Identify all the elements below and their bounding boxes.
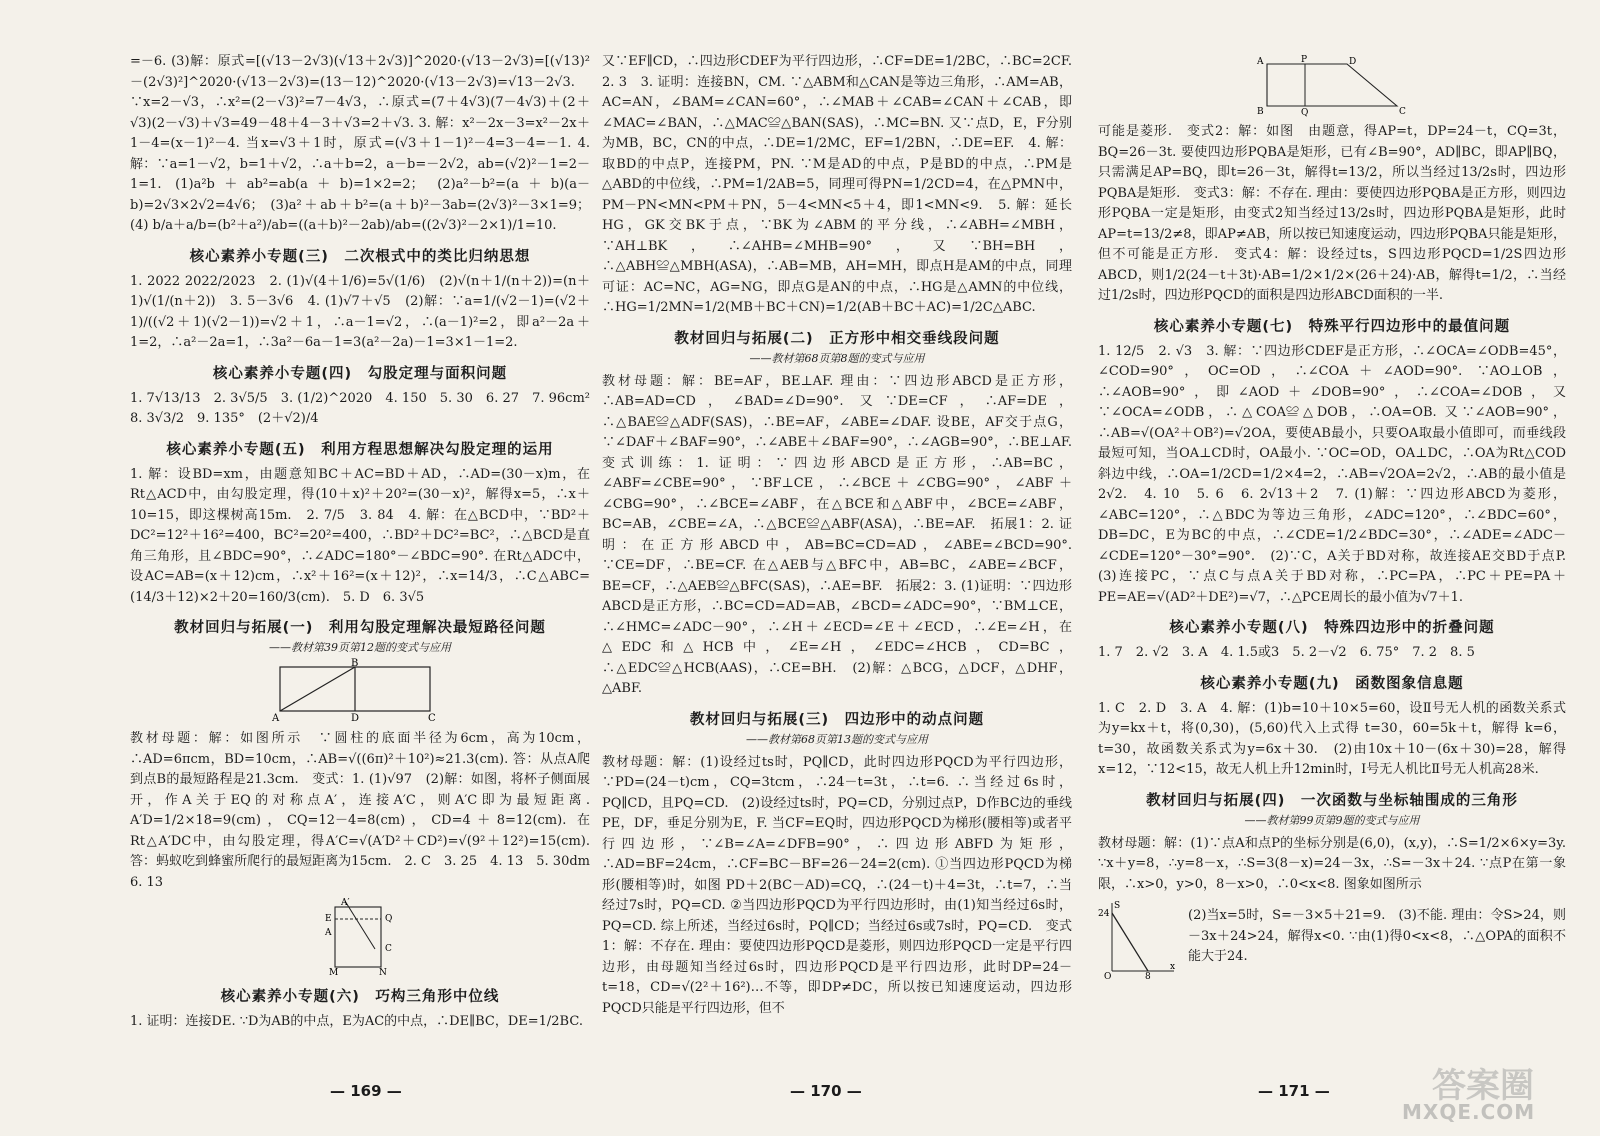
svg-text:D: D: [1349, 57, 1357, 67]
label-d: D: [351, 713, 360, 724]
svg-text:M: M: [329, 968, 339, 978]
svg-text:Q: Q: [1301, 108, 1309, 118]
svg-text:O: O: [1104, 972, 1112, 982]
section-heading: 核心素养小专题(九) 函数图象信息题: [1200, 675, 1464, 692]
answer-text: 1. 解：设BD=xm，由题意知BC＋AC=BD＋AD，∴AD=(30－x)m，在Rt△ACD中，由勾股定理，得(10＋x)²＋20²=(30－x)²，解得x=5，∴x＋10=15，即这棵树高15m. 2. 7/5 3. 84 4. 解：在△BCD中，∵BD²＋DC²=12²＋16²=400，BC²=20²=400，∴BD²＋DC²=BC²，∴△BCD是直角三角形，且∠BDC=90°，∴∠ADC=180°－∠BDC=90°. 在Rt△ADC中，设AC=AB=(x＋12)cm，∴x²＋16²=(x＋12)²，∴x=14/3，∴C△ABC=(14/3＋12)×2＋20=160/3(cm). 5. D 6. 3√5: [130, 466, 590, 605]
section-heading: 核心素养小专题(四) 勾股定理与面积问题: [212, 365, 508, 382]
svg-text:C: C: [385, 944, 392, 954]
cup-unfold-diagram: [315, 897, 405, 977]
watermark: [1392, 1056, 1592, 1126]
answer-text: 1. 12/5 2. √3 3. 解：∵四边形CDEF是正方形，∴∠OCA=∠ODB=45°，∠COD=90°，OC=OD，∴∠COA＋∠AOD=90°. ∵AO⊥OB，∴∠AOB=90°，即∠AOD＋∠DOB=90°，∴∠COA=∠DOB，又∵∠OCA=∠ODB，∴△COA≌△DOB，∴OA=OB. 又∵∠AOB=90°，∴AB=√(OA²＋OB²)=√2OA，要使AB最小，只要OA取最小值即可，而垂线段最短可知，当OA⊥CD时，OA最小. ∵OC=OD，OA⊥DC，∴OA为Rt△COD斜边中线，∴OA=1/2CD=1/2×4=2，∴AB=√2OA=2√2，∴AB的最小值是2√2. 4. 10 5. 6 6. 2√13＋2 7. (1)解：∵四边形ABCD为菱形，∠ABC=120°，∴△BDC为等边三角形，∠ADC=120°，∴∠BDC=60°，DB=DC，E为BC的中点，∴∠CDE=1/2∠BDC=30°，∴∠ADE=∠ADC－∠CDE=120°－30°=90°. (2)∵C，A关于BD对称，故连接AE交BD于点P. (3)连接PC，∵点C与点A关于BD对称，∴PC=PA，∴PC＋PE=PA＋PE=AE=√(AD²＋DE²)=√7，∴△PCE周长的最小值为√7＋1.: [1098, 343, 1580, 605]
svg-text:E: E: [325, 914, 332, 924]
section-subtitle: ——教材第39页第12题的变式与应用: [269, 641, 451, 654]
graph-row: [1098, 899, 1566, 982]
section-heading: 教材回归与拓展(三) 四边形中的动点问题: [689, 711, 985, 728]
watermark-logo: 答案圈: [1432, 1066, 1534, 1106]
trapezoid-diagram: [1247, 56, 1417, 116]
section-subtitle: ——教材第68页第8题的变式与应用: [749, 351, 925, 365]
page-169-column: [130, 52, 604, 1062]
section-heading: 教材回归与拓展(一) 利用勾股定理解决最短路径问题: [174, 620, 546, 636]
svg-text:P: P: [1301, 55, 1308, 65]
answer-text: (2)当x=5时，S=－3×5＋21=9. (3)不能. 理由：令S>24，则－3x＋24>24，解得x<0. ∵由(1)得0<x<8，∴△OPA的面积不能大于24.: [1188, 908, 1566, 965]
label-c: C: [428, 713, 436, 724]
answer-text: 1. 证明：连接DE. ∵D为AB的中点，E为AC的中点，∴DE∥BC，DE=1/2BC.: [130, 1014, 583, 1029]
svg-text:A: A: [325, 928, 332, 938]
answer-text: 1. 2022 2022/2023 2. (1)√(4＋1/6)=5√(1/6) (2)√(n＋1/(n＋2))=(n＋1)√(1/(n＋2)) 3. 5－3√6 4. (1)√7＋√5 (2)解：∵a=1/(√2－1)=(√2＋1)/((√2＋1)(√2－1))=√2＋1，∴a－1=√2，∴(a－1)²=2，即a²－2a＋1=2，∴a²－2a=1，∴3a²－6a－1=3(a²－2a)－1=3×1－1=2.: [130, 273, 590, 350]
section-heading: 核心素养小专题(六) 巧构三角形中位线: [220, 989, 500, 1005]
section-heading: 核心素养小专题(三) 二次根式中的类比归纳思想: [189, 248, 531, 265]
section-heading: 教材回归与拓展(四) 一次函数与坐标轴围成的三角形: [1146, 792, 1518, 809]
label-a: A: [272, 713, 280, 724]
page-number: — 169 —: [330, 1082, 402, 1100]
answer-text: 可能是菱形. 变式2：解：如图 由题意，得AP=t，DP=24－t，CQ=3t，BQ=26－3t. 要使四边形PQBA是矩形，已有∠B=90°，AD∥BC，即AP∥BQ，只需满足AP=BQ，即t=26－3t，解得t=13/2，所以当经过13/2s时，四边形PQBA是矩形. 变式3：解：不存在. 理由：要使四边形PQBA是正方形，则四边形PQBA一定是矩形，由变式2知当经过13/2s时，四边形PQBA是矩形，此时AP=t=13/2≠8，即AP≠AB，所以按已知速度运动，四边形PQBA只能是矩形，但不可能是正方形. 变式4：解：设经过ts，S四边形PQCD=1/2S四边形ABCD，则1/2(24－t＋3t)·AB=1/2×1/2×(26＋24)·AB，解得t=1/2，∴当经过1/2s时，四边形PQCD的面积是四边形ABCD面积的一半.: [1098, 124, 1566, 303]
page-number: — 171 —: [1258, 1082, 1330, 1100]
svg-text:N: N: [379, 968, 387, 978]
rectangle-diagram: [270, 658, 450, 724]
label-b: B: [351, 658, 359, 669]
svg-text:24: 24: [1098, 909, 1110, 919]
page-170-column: [602, 52, 1086, 1062]
section-heading: 教材回归与拓展(二) 正方形中相交垂线段问题: [674, 330, 1000, 347]
answer-text: 1. 7√13/13 2. 3√5/5 3. (1/2)^2020 4. 150 5. 30 6. 27 7. 96cm² 8. 3√3/2 9. 135° (2＋√2)/4: [130, 390, 604, 426]
svg-text:Q: Q: [385, 914, 393, 924]
svg-text:S: S: [1114, 901, 1121, 911]
svg-text:x: x: [1170, 962, 1176, 972]
section-heading: 核心素养小专题(五) 利用方程思想解决勾股定理的运用: [166, 441, 554, 458]
line-graph-diagram: [1098, 899, 1178, 982]
svg-text:C: C: [1399, 107, 1406, 117]
svg-text:A: A: [1257, 57, 1264, 67]
section-heading: 核心素养小专题(八) 特殊四边形中的折叠问题: [1169, 620, 1495, 636]
answer-text: =－6. (3)解：原式=[(√13－2√3)(√13＋2√3)]^2020·(√13－2√3)=[(√13)²－(2√3)²]^2020·(√13－2√3)=(13－12)^2020·(√13－2√3)=√13－2√3. ∵x=2－√3，∴x²=(2－√3)²=7－4√3，∴原式=(7＋4√3)(7－4√3)＋(2＋√3)(2－√3)＋√3=49－48＋4－3＋√3=2＋√3. 3. 解：x²－2x－3=x²－2x＋1－4=(x－1)²－4. 当x=√3＋1时，原式=(√3＋1－1)²－4=3－4=－1. 4. 解：∵a=1－√2，b=1＋√2，∴a＋b=2，a－b=－2√2，ab=(√2)²－1=2－1=1. (1)a²b＋ab²=ab(a＋b)=1×2=2； (2)a²－b²=(a＋b)(a－b)=2√3×2√2=4√6； (3)a²＋ab＋b²=(a＋b)²－3ab=(2√3)²－3×1=9； (4) b/a＋a/b=(b²＋a²)/ab=((a＋b)²－2ab)/ab=((2√3)²－2×1)/1=10.: [130, 54, 590, 233]
answer-text: 1. C 2. D 3. A 4. 解：(1)b=10＋10×5=60，设Ⅱ号无人机的函数关系式为y=kx＋t，将(0,30)，(5,60)代入上式得 t=30，60=5k＋t，解得 k=6，t=30，故函数关系式为y=6x＋30. (2)由10x＋10－(6x＋30)=28，解得x=12，∵12<15，故无人机上升12min时，Ⅰ号无人机比Ⅱ号无人机高28米.: [1098, 700, 1566, 777]
answer-text: 1. 7 2. √2 3. A 4. 1.5或3 5. 2－√2 6. 75° 7. 2 8. 5: [1098, 645, 1475, 660]
answer-text: 教材母题：解：BE=AF，BE⊥AF. 理由：∵四边形ABCD是正方形，∴AB=AD=CD，∠BAD=∠D=90°. 又∵DE=CF，∴AF=DE，∴△BAE≌△ADF(SAS)，∴BE=AF，∠ABE=∠DAF. 设BE，AF交于点G，∵∠DAF＋∠BAF=90°，∴∠ABE＋∠BAF=90°，∴∠AGB=90°，∴BE⊥AF. 变式训练：1. 证明：∵四边形ABCD是正方形，∴AB=BC，∠ABF=∠CBE=90°，∵BF⊥CE，∴∠BCE＋∠CBG=90°，∠ABF＋∠CBG=90°，∴∠BCE=∠ABF，在△BCE和△ABF中，∠BCE=∠ABF，BC=AB，∠CBE=∠A，∴△BCE≌△ABF(ASA)，∴BE=AF. 拓展1：2. 证明：在正方形ABCD中，AB=BC=CD=AD，∠ABE=∠BCD=90°. ∵CE=DF，∴BE=CF. 在△AEB与△BFC中，AB=BC，∠ABE=∠BCF，BE=CF，∴△AEB≌△BFC(SAS)，∴AE=BF. 拓展2：3. (1)证明：∵四边形ABCD是正方形，∴BC=CD=AD=AB，∠BCD=∠ADC=90°，∵BM⊥CE，∴∠HMC=∠ADC－90°，∴∠H＋∠ECD=∠E＋∠ECD，∴∠E=∠H，在△EDC和△HCB中，∠E=∠H，∠EDC=∠HCB，CD=BC，∴△EDC≌△HCB(AAS)，∴CE=BH. (2)解：△BCG，△DCF，△DHF，△ABF.: [602, 373, 1086, 696]
answer-text: 教材母题：解：(1)∵点A和点P的坐标分别是(6,0)，(x,y)，∴S=1/2×6×y=3y. ∵x＋y=8，∴y=8－x，∴S=3(8－x)=24－3x，∴S=－3x＋24. ∵点P在第一象限，∴x>0，y>0，8－x>0，∴0<x<8. 图象如图所示: [1098, 835, 1566, 892]
svg-text:A′: A′: [341, 898, 350, 908]
page-171-column: [1098, 52, 1580, 1062]
answer-text: 教材母题：解：如图所示 ∵圆柱的底面半径为6cm，高为10cm，∴AD=6πcm，BD=10cm，∴AB=√((6π)²＋10²)≈21.3(cm). 答：从点A爬到点B的最短路程是21.3cm. 变式：1. (1)√97 (2)解：如图，将杯子侧面展开，作A关于EQ的对称点A′，连接A′C，则A′C即为最短距离. A′D=1/2×18=9(cm)，CQ=12－4=8(cm)，CD=4＋8=12(cm). 在Rt△A′DC中，由勾股定理，得A′C=√(A′D²＋CD²)=√(9²＋12²)=15(cm). 答：蚂蚁吃到蜂蜜所爬行的最短距离为15cm. 2. C 3. 25 4. 13 5. 30dm 6. 13: [130, 731, 604, 890]
section-subtitle: ——教材第99页第9题的变式与应用: [1244, 813, 1420, 827]
answer-text: 教材母题：解：(1)设经过ts时，PQ∥CD，此时四边形PQCD为平行四边形，∵PD=(24－t)cm，CQ=3tcm，∴24－t=3t，∴t=6. ∴当经过6s时，PQ∥CD，且PQ=CD. (2)设经过ts时，PQ=CD，分别过点P，D作BC边的垂线PE，DF，垂足分别为E，F. 当CF=EQ时，四边形PQCD为梯形(腰相等)或者平行四边形，∵∠B=∠A=∠DFB=90°，∴四边形ABFD为矩形，∴AD=BF=24cm，∴CF=BC－BF=26－24=2(cm). ①当四边形PQCD为梯形(腰相等)时，如图 PD＋2(BC－AD)=CQ，∴(24－t)＋4=3t，∴t=7，∴当经过7s时，PQ=CD. ②当四边形PQCD为平行四边形时，由(1)知当经过6s时，PQ=CD. 综上所述，当经过6s时，PQ∥CD；当经过6s或7s时，PQ=CD. 变式1：解：不存在. 理由：要使四边形PQCD是菱形，则四边形PQCD一定是平行四边形，由母题知当经过6s时，四边形PQCD是平行四边形，此时DP=24－t=18，CD=√(2²＋16²)…不等，即DP≠DC，所以按已知速度运动，四边形PQCD只能是平行四边形，但不: [602, 754, 1072, 1016]
page-number: — 170 —: [790, 1082, 862, 1100]
svg-text:B: B: [1257, 107, 1264, 117]
watermark-site: MXQE.COM: [1402, 1100, 1536, 1124]
svg-text:8: 8: [1145, 972, 1151, 982]
answer-text: 又∵EF∥CD，∴四边形CDEF为平行四边形，∴CF=DE=1/2BC，∴BC=2CF. 2. 3 3. 证明：连接BN，CM. ∵△ABM和△CAN是等边三角形，∴AM=AB，AC=AN，∠BAM=∠CAN=60°，∴∠MAB＋∠CAB=∠CAN＋∠CAB，即∠MAC=∠BAN，∴△MAC≌△BAN(SAS)，∴MC=BN. 又∵点D，E，F分别为MB，BC，CN的中点，∴DE=1/2MC，EF=1/2BN，∴DE=EF. 4. 解：取BD的中点P，连接PM，PN. ∵M是AD的中点，P是BD的中点，∴PM是△ABD的中位线，∴PM=1/2AB=5，同理可得PN=1/2CD=4，在△PMN中，PM－PN<MN<PM＋PN，5－4<MN<5＋4，即1<MN<9. 5. 解：延长HG，GK交BK于点，∵BK为∠ABM的平分线，∴∠ABH=∠MBH，∵AH⊥BK，∴∠AHB=∠MHB=90°，又∵BH=BH，∴△ABH≌△MBH(ASA)，∴AB=MB，AH=MH，即点H是AM的中点，同理可证：AC=NC，AG=NG，即点G是AN的中点，∴HG是△AMN的中位线，∴HG=1/2MN=1/2(MB＋BC＋CN)=1/2(AB＋BC＋AC)=1/2C△ABC.: [602, 54, 1086, 315]
section-heading: 核心素养小专题(七) 特殊平行四边形中的最值问题: [1153, 318, 1511, 335]
section-subtitle: ——教材第68页第13题的变式与应用: [746, 732, 928, 746]
